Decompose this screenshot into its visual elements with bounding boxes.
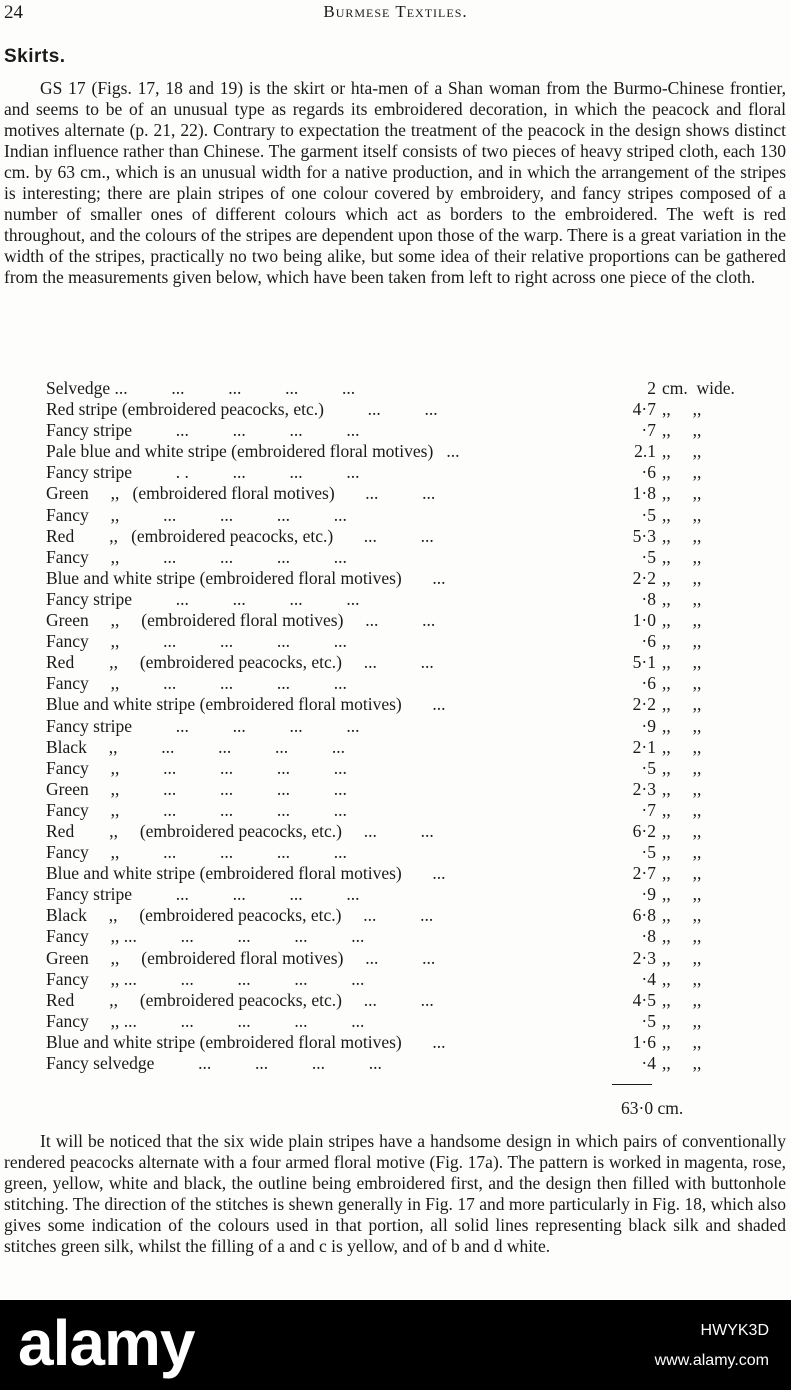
stripe-row [46,505,766,526]
stripe-row [46,631,766,652]
stripe-measure: 2.1 [634,441,656,462]
stripe-label: Green ,, (embroidered floral motives) ... ... [46,483,436,504]
stripe-row [46,800,766,821]
stripe-label: Black ,, ... ... ... ... [46,736,345,757]
stripe-row [46,779,766,800]
stripe-row [46,526,766,547]
stripe-unit: ,, ,, [662,968,702,989]
stripe-label: Fancy ,, ... ... ... ... [46,631,347,652]
stripe-unit: ,, ,, [662,441,702,462]
stripe-label: Fancy ,, ... ... ... ... [46,842,347,863]
stripe-label: Selvedge ... ... ... ... ... [46,378,356,398]
stripe-row [46,969,766,990]
stripe-row [46,884,766,905]
stripe-measure: ·8 [641,926,656,947]
stripe-label: Fancy ,, ... ... ... ... [46,673,347,694]
stripe-measure: 5·3 [632,525,656,546]
stripe-unit: ,, ,, [662,525,702,546]
stripe-unit: ,, ,, [662,588,702,609]
stripe-measure: ·6 [641,673,656,694]
stripe-label: Blue and white stripe (embroidered floral motives) ... [46,1031,446,1052]
stripe-row [46,694,766,715]
stripe-label: Green ,, (embroidered floral motives) ... ... [46,947,436,968]
alamy-logo: alamy [18,1307,195,1379]
stripe-label: Red stripe (embroidered peacocks, etc.) ... ... [46,399,438,420]
stripe-label: Blue and white stripe (embroidered floral motives) ... [46,863,446,884]
stripe-measure: 2·3 [632,947,656,968]
stripe-row [46,737,766,758]
stripe-unit: ,, ,, [662,884,702,905]
stripe-unit: ,, ,, [662,673,702,694]
stripe-row [46,610,766,631]
stripe-measure: 4·7 [632,399,656,420]
stripe-label: Pale blue and white stripe (embroidered floral motives) ... [46,441,460,462]
stripe-label: Black ,, (embroidered peacocks, etc.) ... ... [46,905,434,926]
stripe-label: Fancy ,, ... ... ... ... [46,799,347,820]
stripe-label: Blue and white stripe (embroidered floral motives) ... [46,567,446,588]
site-url: www.alamy.com [654,1352,769,1369]
stripe-measure: 2·2 [632,694,656,715]
stripe-row [46,589,766,610]
stripe-row [46,758,766,779]
stripe-unit: ,, ,, [662,799,702,820]
stripe-unit: ,, ,, [662,462,702,483]
section-title: Skirts. [4,46,66,67]
stripe-row [46,990,766,1011]
stripe-measure: ·8 [641,588,656,609]
stripe-unit: ,, ,, [662,947,702,968]
total-rule [612,1084,652,1085]
stripe-row [46,1032,766,1053]
stripe-label: Green ,, (embroidered floral motives) ... ... [46,610,436,631]
stripe-label: Fancy ,, ... ... ... ... ... [46,968,365,989]
stripe-row [46,568,766,589]
stripe-unit: ,, ,, [662,926,702,947]
outro-paragraph: It will be noticed that the six wide plain stripes have a handsome design in which pairs of conventionally rendered peacocks alternate with a four armed floral motive (Fig. 17a). The pattern is worked in magenta, rose, green, yellow, white and black, the outline being embroidered first, and the design then filled with buttonhole stitching. The direction of the stitches is shewn generally in Fig. 17 and more particularly in Fig. 18, which also gives some indication of the colours used in that portion, all solid lines representing black silk and shaded stitches green silk, whilst the filling of a and c is yellow, and of b and d white. [4,1131,786,1256]
stripe-measure: 6·2 [632,820,656,841]
stripe-unit: ,, ,, [662,736,702,757]
stripe-row [46,652,766,673]
stripe-label: Fancy stripe ... ... ... ... [46,420,360,441]
stripe-unit: ,, ,, [662,989,702,1010]
stripe-unit: cm. wide. [662,378,735,398]
stripe-unit: ,, ,, [662,715,702,736]
stripe-row [46,926,766,947]
stripe-measure: 2·1 [632,736,656,757]
stripe-label: Red ,, (embroidered peacocks, etc.) ... ... [46,989,434,1010]
stripe-measure: ·7 [641,420,656,441]
stripe-row [46,378,766,399]
page-number: 24 [4,2,23,23]
stripe-measure: ·4 [641,1053,656,1073]
running-title: Burmese Textiles. [323,2,468,21]
stripe-label: Fancy ,, ... ... ... ... [46,757,347,778]
stripe-measure: 6·8 [632,905,656,926]
intro-paragraph: GS 17 (Figs. 17, 18 and 19) is the skirt or hta-men of a Shan woman from the Burmo-Chinese frontier, and seems to be of an unusual type as regards its embroidered decoration, in which the peacock and floral motives alternate (p. 21, 22). Contrary to expectation the treatment of the peacock in the design shows distinct Indian influence rather than Chinese. The garment itself consists of two pieces of heavy striped cloth, each 130 cm. by 63 cm., which is an unusual width for a native production, and in which the arrangement of the stripes is interesting; there are plain stripes of one colour covered by embroidery, and fancy stripes composed of a number of smaller ones of different colours which act as borders to the embroidered. The weft is red throughout, and the colours of the stripes are dependent upon those of the warp. There is a great variation in the width of the stripes, practically no two being alike, but some idea of their relative proportions can be gathered from the measurements given below, which have been taken from left to right across one piece of the cloth. [4,78,786,287]
stripe-measure: ·6 [641,631,656,652]
stripe-label: Red ,, (embroidered peacocks, etc.) ... ... [46,652,434,673]
stripe-measurements-table [46,378,766,1074]
stripe-unit: ,, ,, [662,1010,702,1031]
stripe-measure: 4·5 [632,989,656,1010]
stripe-unit: ,, ,, [662,778,702,799]
stripe-row [46,1053,766,1074]
stripe-measure: ·9 [641,884,656,905]
stripe-unit: ,, ,, [662,842,702,863]
stripe-row [46,716,766,737]
stripe-label: Fancy selvedge ... ... ... ... [46,1053,382,1073]
stripe-unit: ,, ,, [662,1031,702,1052]
stripe-unit: ,, ,, [662,567,702,588]
stripe-row [46,483,766,504]
stripe-measure: 1·6 [632,1031,656,1052]
stripe-label: Fancy ,, ... ... ... ... ... [46,1010,365,1031]
stripe-measure: ·5 [641,1010,656,1031]
stripe-unit: ,, ,, [662,905,702,926]
stripe-measure: ·6 [641,462,656,483]
page-header [0,2,791,24]
stripe-unit: ,, ,, [662,863,702,884]
stripe-row [46,863,766,884]
stripe-unit: ,, ,, [662,483,702,504]
stripe-label: Green ,, ... ... ... ... [46,778,347,799]
watermark-banner [0,1300,791,1390]
stripe-row [46,399,766,420]
stripe-measure: ·5 [641,546,656,567]
stripe-row [46,547,766,568]
stripe-measure: ·5 [641,757,656,778]
stripe-unit: ,, ,, [662,399,702,420]
stripe-measure: 2·7 [632,863,656,884]
stripe-label: Fancy ,, ... ... ... ... [46,546,347,567]
stripe-measure: 2·3 [632,778,656,799]
stripe-unit: ,, ,, [662,820,702,841]
stripe-row [46,905,766,926]
stripe-measure: ·7 [641,799,656,820]
stripe-measure: 1·0 [632,610,656,631]
stripe-row [46,441,766,462]
stripe-measure: ·5 [641,842,656,863]
stripe-unit: ,, ,, [662,610,702,631]
image-id: HWYK3D [700,1322,769,1339]
stripe-row [46,821,766,842]
stripe-unit: ,, ,, [662,1053,702,1073]
stripe-measure: ·5 [641,504,656,525]
stripe-label: Red ,, (embroidered peacocks, etc.) ... ... [46,820,434,841]
stripe-row [46,948,766,969]
stripe-measure: 2 [647,378,656,398]
total-width: 63·0 cm. [621,1098,684,1118]
stripe-measure: 1·8 [632,483,656,504]
stripe-measure: 2·2 [632,567,656,588]
stripe-measure: ·9 [641,715,656,736]
stripe-label: Fancy ,, ... ... ... ... [46,504,347,525]
stripe-row [46,420,766,441]
stripe-measure: 5·1 [632,652,656,673]
stripe-row [46,842,766,863]
stripe-unit: ,, ,, [662,652,702,673]
stripe-row [46,462,766,483]
stripe-unit: ,, ,, [662,757,702,778]
stripe-label: Red ,, (embroidered peacocks, etc.) ... ... [46,525,434,546]
stripe-label: Fancy stripe ... ... ... ... [46,884,360,905]
stripe-label: Fancy stripe . . ... ... ... [46,462,360,483]
stripe-row [46,1011,766,1032]
stripe-label: Fancy stripe ... ... ... ... [46,715,360,736]
stripe-unit: ,, ,, [662,694,702,715]
stripe-unit: ,, ,, [662,504,702,525]
stripe-unit: ,, ,, [662,420,702,441]
stripe-row [46,673,766,694]
stripe-measure: ·4 [641,968,656,989]
stripe-label: Fancy stripe ... ... ... ... [46,588,360,609]
stripe-unit: ,, ,, [662,631,702,652]
stripe-unit: ,, ,, [662,546,702,567]
stripe-label: Fancy ,, ... ... ... ... ... [46,926,365,947]
stripe-label: Blue and white stripe (embroidered floral motives) ... [46,694,446,715]
